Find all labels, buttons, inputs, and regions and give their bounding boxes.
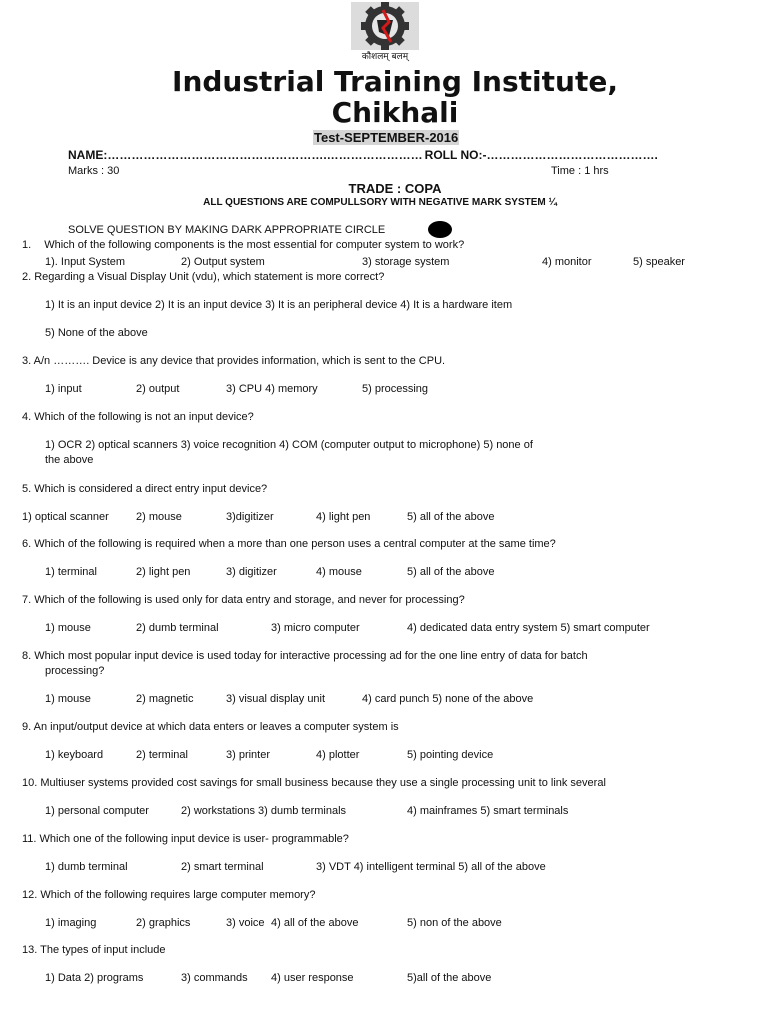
option[interactable]: 1) input [45, 383, 82, 395]
question-number: 1. [22, 239, 32, 251]
question-1 [22, 238, 464, 253]
option[interactable]: 3) commands [181, 972, 248, 984]
name-field: NAME:……………………………………………….…………………… [68, 148, 423, 162]
option[interactable]: 2) magnetic [136, 693, 194, 705]
question-9: 9. An input/output device at which data enters or leaves a computer system is [22, 721, 399, 733]
option[interactable]: 1) imaging [45, 917, 97, 929]
option[interactable]: 3) storage system [362, 256, 450, 268]
marks-label: Marks : 30 [68, 165, 120, 177]
option[interactable]: 2) mouse [136, 511, 182, 523]
option[interactable]: 4) user response [271, 972, 354, 984]
option[interactable]: 5)all of the above [407, 972, 492, 984]
option[interactable]: 1) mouse [45, 622, 91, 634]
option[interactable]: 4) mainframes 5) smart terminals [407, 805, 569, 817]
trade-heading: TRADE : COPA [348, 181, 442, 196]
gear-emblem-icon [351, 2, 419, 50]
option[interactable]: 2) output [136, 383, 180, 395]
option-line[interactable]: 1) OCR 2) optical scanners 3) voice recognition 4) COM (computer output to microphone) 5) none of [45, 439, 533, 451]
option[interactable]: 4) monitor [542, 256, 592, 268]
option-line[interactable]: the above [45, 454, 94, 466]
roll-no-field: ROLL NO:-……………………………………. [424, 148, 658, 162]
question-2: 2. Regarding a Visual Display Unit (vdu), which statement is more correct? [22, 271, 385, 283]
option[interactable]: 1) terminal [45, 566, 97, 578]
question-7: 7. Which of the following is used only for data entry and storage, and never for processing? [22, 594, 465, 606]
institute-title [0, 66, 768, 128]
rules-line: ALL QUESTIONS ARE COMPULLSORY WITH NEGATIVE MARK SYSTEM ¼ [203, 197, 557, 208]
option[interactable]: 2) graphics [136, 917, 191, 929]
option[interactable]: 4) plotter [316, 749, 360, 761]
option[interactable]: 5) all of the above [407, 511, 495, 523]
question-12: 12. Which of the following requires large computer memory? [22, 889, 316, 901]
option[interactable]: 5) pointing device [407, 749, 494, 761]
question-11: 11. Which one of the following input device is user- programmable? [22, 833, 349, 845]
option[interactable]: 2) dumb terminal [136, 622, 219, 634]
option[interactable]: 2) light pen [136, 566, 191, 578]
option[interactable]: 4) all of the above [271, 917, 359, 929]
option[interactable]: 1) personal computer [45, 805, 149, 817]
option-line[interactable]: 5) None of the above [45, 327, 148, 339]
option[interactable]: 5) processing [362, 383, 429, 395]
option[interactable]: 2) Output system [181, 256, 265, 268]
question-4: 4. Which of the following is not an input device? [22, 411, 254, 423]
option[interactable]: 4) mouse [316, 566, 362, 578]
answer-bubble-icon [428, 221, 452, 238]
option[interactable]: 3) visual display unit [226, 693, 326, 705]
option[interactable]: 1) optical scanner [22, 511, 109, 523]
option[interactable]: 4) dedicated data entry system 5) smart computer [407, 622, 650, 634]
option[interactable]: 4) card punch 5) none of the above [362, 693, 534, 705]
title-line-2: Chikhali [331, 96, 459, 129]
option[interactable]: 3) micro computer [271, 622, 360, 634]
option[interactable]: 1) dumb terminal [45, 861, 128, 873]
time-label: Time : 1 hrs [551, 165, 609, 177]
option[interactable]: 3) printer [226, 749, 271, 761]
question-6: 6. Which of the following is required when a more than one person uses a central computer at the same time? [22, 538, 556, 550]
question-5: 5. Which is considered a direct entry input device? [22, 483, 268, 495]
option[interactable]: 5) speaker [633, 256, 685, 268]
option[interactable]: 3) CPU 4) memory [226, 383, 318, 395]
question-8-continued: processing? [45, 665, 105, 677]
option[interactable]: 3) voice [226, 917, 265, 929]
title-line-1: Industrial Training Institute, [172, 65, 618, 98]
option[interactable]: 3)digitizer [226, 511, 274, 523]
option-line[interactable]: 1) It is an input device 2) It is an input device 3) It is an peripheral device 4) It is a hardware item [45, 299, 513, 311]
question-13: 13. The types of input include [22, 944, 166, 956]
option[interactable]: 1) Data 2) programs [45, 972, 144, 984]
iti-logo [351, 2, 419, 60]
option[interactable]: 1) mouse [45, 693, 91, 705]
option[interactable]: 3) VDT 4) intelligent terminal 5) all of the above [316, 861, 546, 873]
test-name: Test-SEPTEMBER-2016 [314, 130, 459, 145]
instruction-text: SOLVE QUESTION BY MAKING DARK APPROPRIATE CIRCLE [68, 224, 386, 236]
option[interactable]: 5) non of the above [407, 917, 502, 929]
option[interactable]: 1). Input System [45, 256, 126, 268]
logo-motto: कौशलम् बलम् [361, 52, 409, 62]
option[interactable]: 1) keyboard [45, 749, 104, 761]
option[interactable]: 3) digitizer [226, 566, 277, 578]
question-8: 8. Which most popular input device is used today for interactive processing ad for the one line entry of data for batch [22, 650, 588, 662]
option[interactable]: 2) terminal [136, 749, 188, 761]
option[interactable]: 4) light pen [316, 511, 371, 523]
option[interactable]: 2) smart terminal [181, 861, 264, 873]
question-10: 10. Multiuser systems provided cost savings for small business because they use a single processing unit to link several [22, 777, 606, 789]
question-text: Which of the following components is the most essential for computer system to work? [44, 239, 465, 251]
option[interactable]: 5) all of the above [407, 566, 495, 578]
question-3: 3. A/n ………. Device is any device that provides information, which is sent to the CPU. [22, 355, 446, 367]
name-roll-line [68, 148, 658, 162]
option[interactable]: 2) workstations 3) dumb terminals [181, 805, 347, 817]
